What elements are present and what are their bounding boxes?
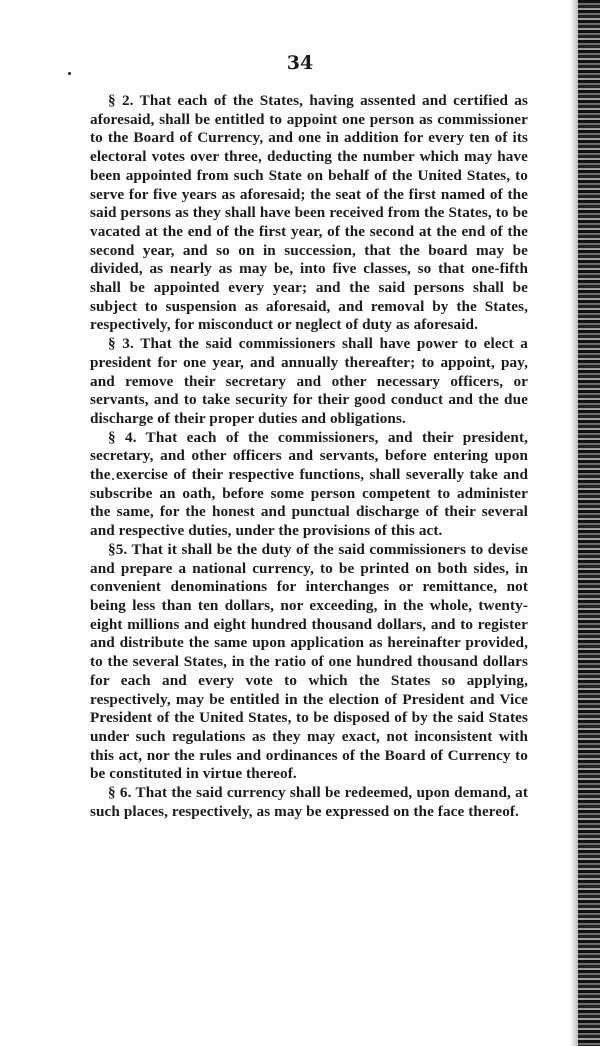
scan-shadow: [570, 0, 578, 1046]
section-5-paragraph: §5. That it shall be the duty of the said commissioners to devise and prepare a national currency, to be printed on both sides, in convenient denominations for interchanges or remittance, not being less than ten dollars, nor exceeding, in the whole, twenty-eight millions and eight hundred thousand dollars, and to register and distribute the same upon application as hereinafter provided, to the several States, in the ratio of one hundred thousand dollars for each and every vote to which the States so applying, respectively, may be entitled in the election of President and Vice President of the United States, to be disposed of by the said States under such regulations as they may exact, not inconsistent with this act, nor the rules and ordinances of the Board of Currency to be constituted in virtue thereof.: [90, 540, 528, 783]
section-4-paragraph: § 4. That each of the commissioners, and their president, secretary, and other officers and servants, before entering upon the exercise of their respective functions, shall severally take and subscribe an oath, before some person competent to administer the same, for the honest and punctual discharge of their several and respective duties, under the provisions of this act.: [90, 428, 528, 540]
section-2-paragraph: § 2. That each of the States, having assented and certified as aforesaid, shall be entitled to appoint one person as commissioner to the Board of Currency, and one in addition for every ten of its electoral votes over three, deducting the number which may have been appointed from such State on behalf of the United States, to serve for five years as aforesaid; the seat of the first named of the said persons as they shall have been received from the States, to be vacated at the end of the first year, of the second at the end of the second year, and so on in succession, that the board may be divided, as nearly as may be, into five classes, so that one-fifth shall be appointed every year; and the said persons shall be subject to suspension as aforesaid, and removal by the States, respectively, for misconduct or neglect of duty as aforesaid.: [90, 92, 528, 334]
body-text: [90, 92, 528, 821]
scan-edge: [578, 0, 600, 1046]
section-6-paragraph: § 6. That the said currency shall be redeemed, upon demand, at such places, respectively, as may be expressed on the face thereof.: [90, 784, 528, 820]
section-3-paragraph: § 3. That the said commissioners shall have power to elect a president for one year, and annually thereafter; to appoint, pay, and remove their secretary and other necessary officers, or servants, and to take security for their good conduct and the due discharge of their proper duties and obligations.: [90, 335, 528, 427]
page-number: 34: [286, 52, 314, 74]
